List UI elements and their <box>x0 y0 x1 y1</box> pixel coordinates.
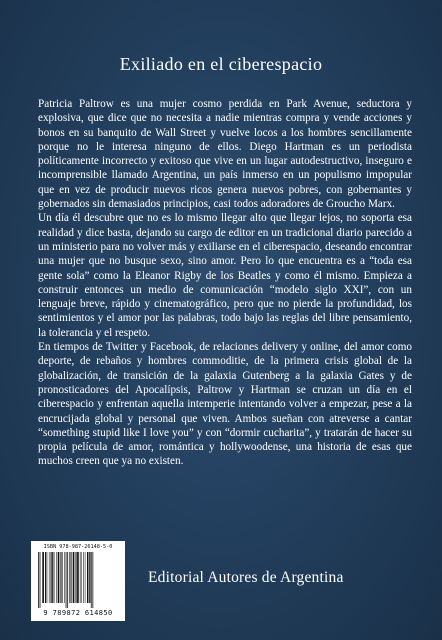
book-title: Exiliado en el ciberespacio <box>119 54 323 74</box>
barcode-bar <box>87 552 88 603</box>
synopsis-text <box>38 97 412 469</box>
barcode-bar <box>64 552 65 603</box>
synopsis-paragraph: Un día él descubre que no es lo mismo llegar alto que llegar lejos, no soporta esa realidad y dice basta, dejando su cargo de editor en un tradicional diario parecido a un ministerio para no volver más y exiliarse en el ciberespacio, deseando encontrar una mujer que no busque sexo, sino amor. Pero lo que encuentra es a “toda esa gente sola” como la Eleanor Rigby de los Beatles y como él mismo. Empieza a construir entonces un medio de comunicación “modelo siglo XXI”, con un lenguaje breve, rápido y cinematográfico, pero que no pierde la profundidad, los sentimientos y el amor por las palabras, todo bajo las reglas del libre pensamiento, la tolerancia y el respeto. <box>38 212 412 339</box>
publisher-name: Editorial Autores de Argentina <box>148 569 344 586</box>
barcode-bar <box>51 552 52 603</box>
barcode-bar <box>66 552 67 608</box>
barcode-bar <box>56 552 57 603</box>
barcode-bar <box>40 552 41 608</box>
barcode-bar <box>71 552 72 603</box>
barcode-bar <box>52 552 53 603</box>
synopsis-paragraph: En tiempos de Twitter y Facebook, de relaciones delivery y online, del amor como deporte, de rebaños y hombres commoditie, de la primera crisis global de la globalización, de transición de la galaxia Gutenberg a la galaxia Gates y de pronosticadores del Apocalípsis, Paltrow y Hartman se cruzan un día en el ciberespacio y enfrentan aquella intemperie intentando volver a empezar, pese a la encrucijada global y personal que viven. Ambos sueñan con atreverse a cantar “something stupid like I love you” y con “dormir cucharita”, y tratarán de hacer su propia película de amor, romántica y hollywoodense, una historia de esas que muchos creen que ya no existen. <box>38 341 412 468</box>
barcode-bar <box>58 552 60 603</box>
barcode-bar <box>85 552 86 603</box>
barcode-bar <box>83 552 84 603</box>
barcode-bar <box>62 552 63 603</box>
barcode-bar <box>75 552 76 603</box>
barcode-bar <box>89 552 90 603</box>
barcode-bar <box>69 552 70 603</box>
barcode-bar <box>91 552 92 608</box>
barcode-bar <box>38 552 39 608</box>
synopsis-paragraph: Patricia Paltrow es una mujer cosmo perdida en Park Avenue, seductora y explosiva, que dice que no necesita a nadie mientras compra y vende acciones y bonos en su banquito de Wall Street y vuelve locos a los hombres sencillamente porque no le interesa ninguno de ellos. Diego Hartman es un periodista políticamente incorrecto y exitoso que vive en un lugar autodestructivo, inseguro e incomprensible llamado Argentina, un país inmerso en un populismo impopular que en vez de producir nuevos ricos genera nuevos pobres, con gobernantes y gobernados sin demasiados principios, casi todos adoradores de Groucho Marx. <box>38 98 412 211</box>
barcode-bar <box>67 552 68 608</box>
barcode-bar <box>81 552 82 603</box>
barcode-bar <box>60 552 61 603</box>
barcode-digits: 9 789872 614850 <box>43 609 113 617</box>
barcode-bar <box>92 552 93 608</box>
barcode-bar <box>73 552 75 603</box>
isbn-barcode <box>31 541 125 621</box>
barcode-bar <box>49 552 50 603</box>
isbn-label: ISBN 978-987-26148-5-0 <box>43 544 113 550</box>
barcode-bar <box>42 552 44 603</box>
barcode-bar <box>90 552 91 603</box>
barcode-bar <box>77 552 79 603</box>
barcode-bar <box>47 552 48 603</box>
barcode-bar <box>80 552 81 603</box>
barcode-bar <box>45 552 46 603</box>
barcode-icon <box>35 552 121 608</box>
barcode-bar <box>54 552 55 603</box>
